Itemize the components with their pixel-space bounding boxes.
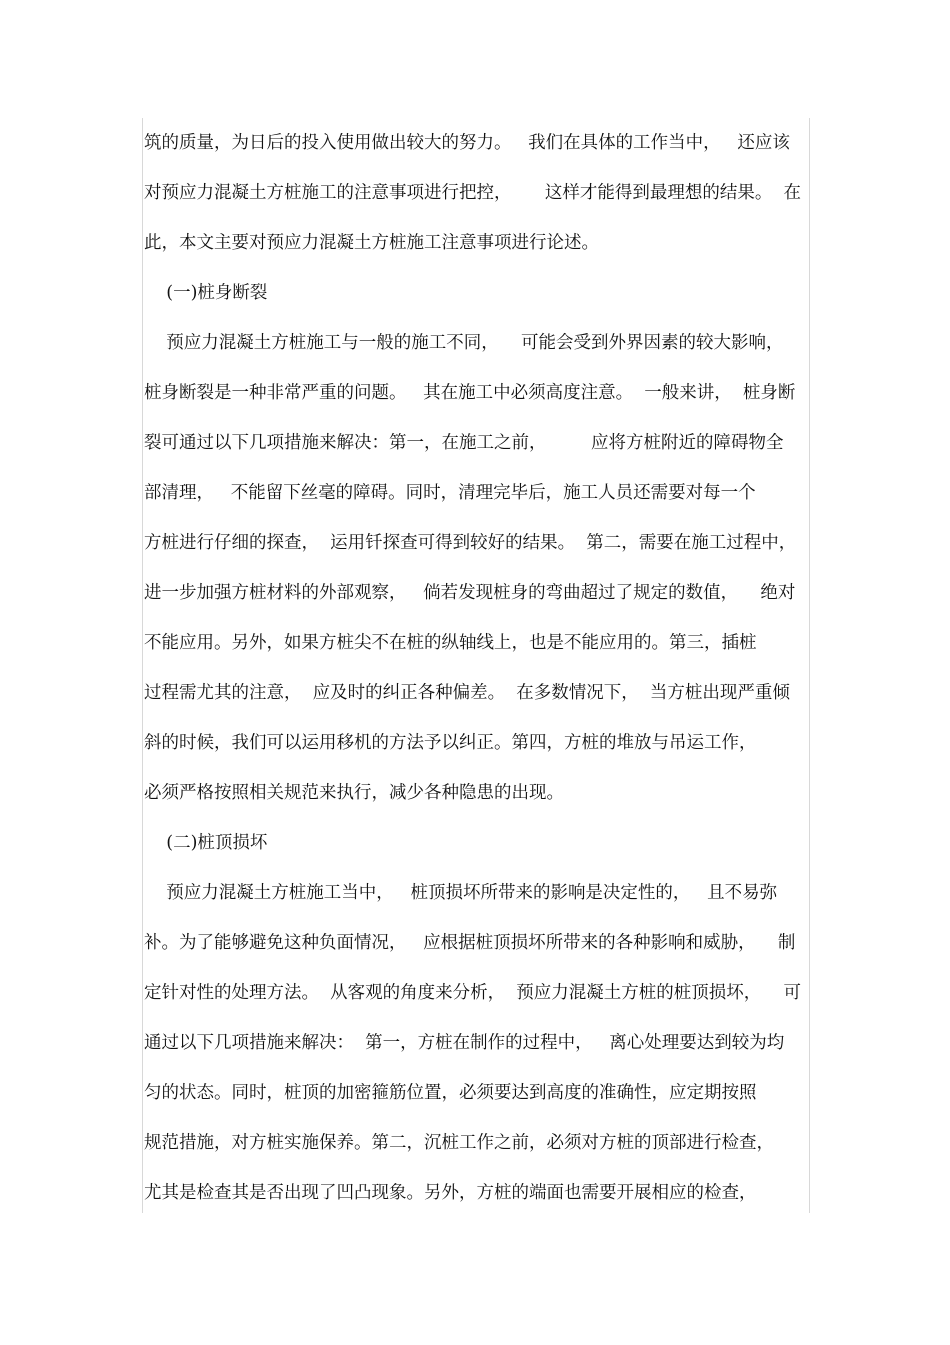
text-line: 方桩进行仔细的探查， 运用钎探查可得到较好的结果。 第二，需要在施工过程中， (144, 533, 797, 553)
text-line: 不能应用。另外，如果方桩尖不在桩的纵轴线上，也是不能应用的。第三，插桩 (144, 633, 757, 653)
text-line: 预应力混凝土方桩施工当中， 桩顶损坏所带来的影响是决定性的， 且不易弥 (144, 883, 778, 903)
text-line: 规范措施，对方桩实施保养。第二，沉桩工作之前，必须对方桩的顶部进行检查， (144, 1133, 774, 1153)
text-line: 尤其是检查其是否出现了凹凸现象。另外，方桩的端面也需要开展相应的检查， (144, 1183, 757, 1203)
text-line: 定针对性的处理方法。 从客观的角度来分析， 预应力混凝土方桩的桩顶损坏， 可 (144, 983, 801, 1003)
text-line: 筑的质量，为日后的投入使用做出较大的努力。 我们在具体的工作当中， 还应该 (144, 133, 790, 153)
text-line: 匀的状态。同时，桩顶的加密箍筋位置，必须要达到高度的准确性，应定期按照 (144, 1083, 757, 1103)
section-heading-2: (二)桩顶损坏 (144, 833, 268, 853)
text-line: 补。为了能够避免这种负面情况， 应根据桩顶损坏所带来的各种影响和威胁， 制 (144, 933, 796, 953)
text-line: 预应力混凝土方桩施工与一般的施工不同， 可能会受到外界因素的较大影响， (144, 333, 784, 353)
section-heading-1: (一)桩身断裂 (144, 283, 268, 303)
text-line: 斜的时候，我们可以运用移机的方法予以纠正。第四，方桩的堆放与吊运工作， (144, 733, 757, 753)
text-line: 桩身断裂是一种非常严重的问题。 其在施工中必须高度注意。 一般来讲， 桩身断 (144, 383, 796, 403)
text-line: 通过以下几项措施来解决： 第一，方桩在制作的过程中， 离心处理要达到较为均 (144, 1033, 785, 1053)
text-line: 必须严格按照相关规范来执行，减少各种隐患的出现。 (144, 783, 564, 803)
text-line: 部清理， 不能留下丝毫的障碍。同时，清理完毕后，施工人员还需要对每一个 (144, 483, 756, 503)
text-line: 此，本文主要对预应力混凝土方桩施工注意事项进行论述。 (144, 233, 599, 253)
text-line: 裂可通过以下几项措施来解决：第一，在施工之前， 应将方桩附近的障碍物全 (144, 433, 784, 453)
text-line: 进一步加强方桩材料的外部观察， 倘若发现桩身的弯曲超过了规定的数值， 绝对 (144, 583, 796, 603)
text-line: 对预应力混凝土方桩施工的注意事项进行把控， 这样才能得到最理想的结果。 在 (144, 183, 801, 203)
text-line: 过程需尤其的注意， 应及时的纠正各种偏差。 在多数情况下， 当方桩出现严重倾 (144, 683, 790, 703)
